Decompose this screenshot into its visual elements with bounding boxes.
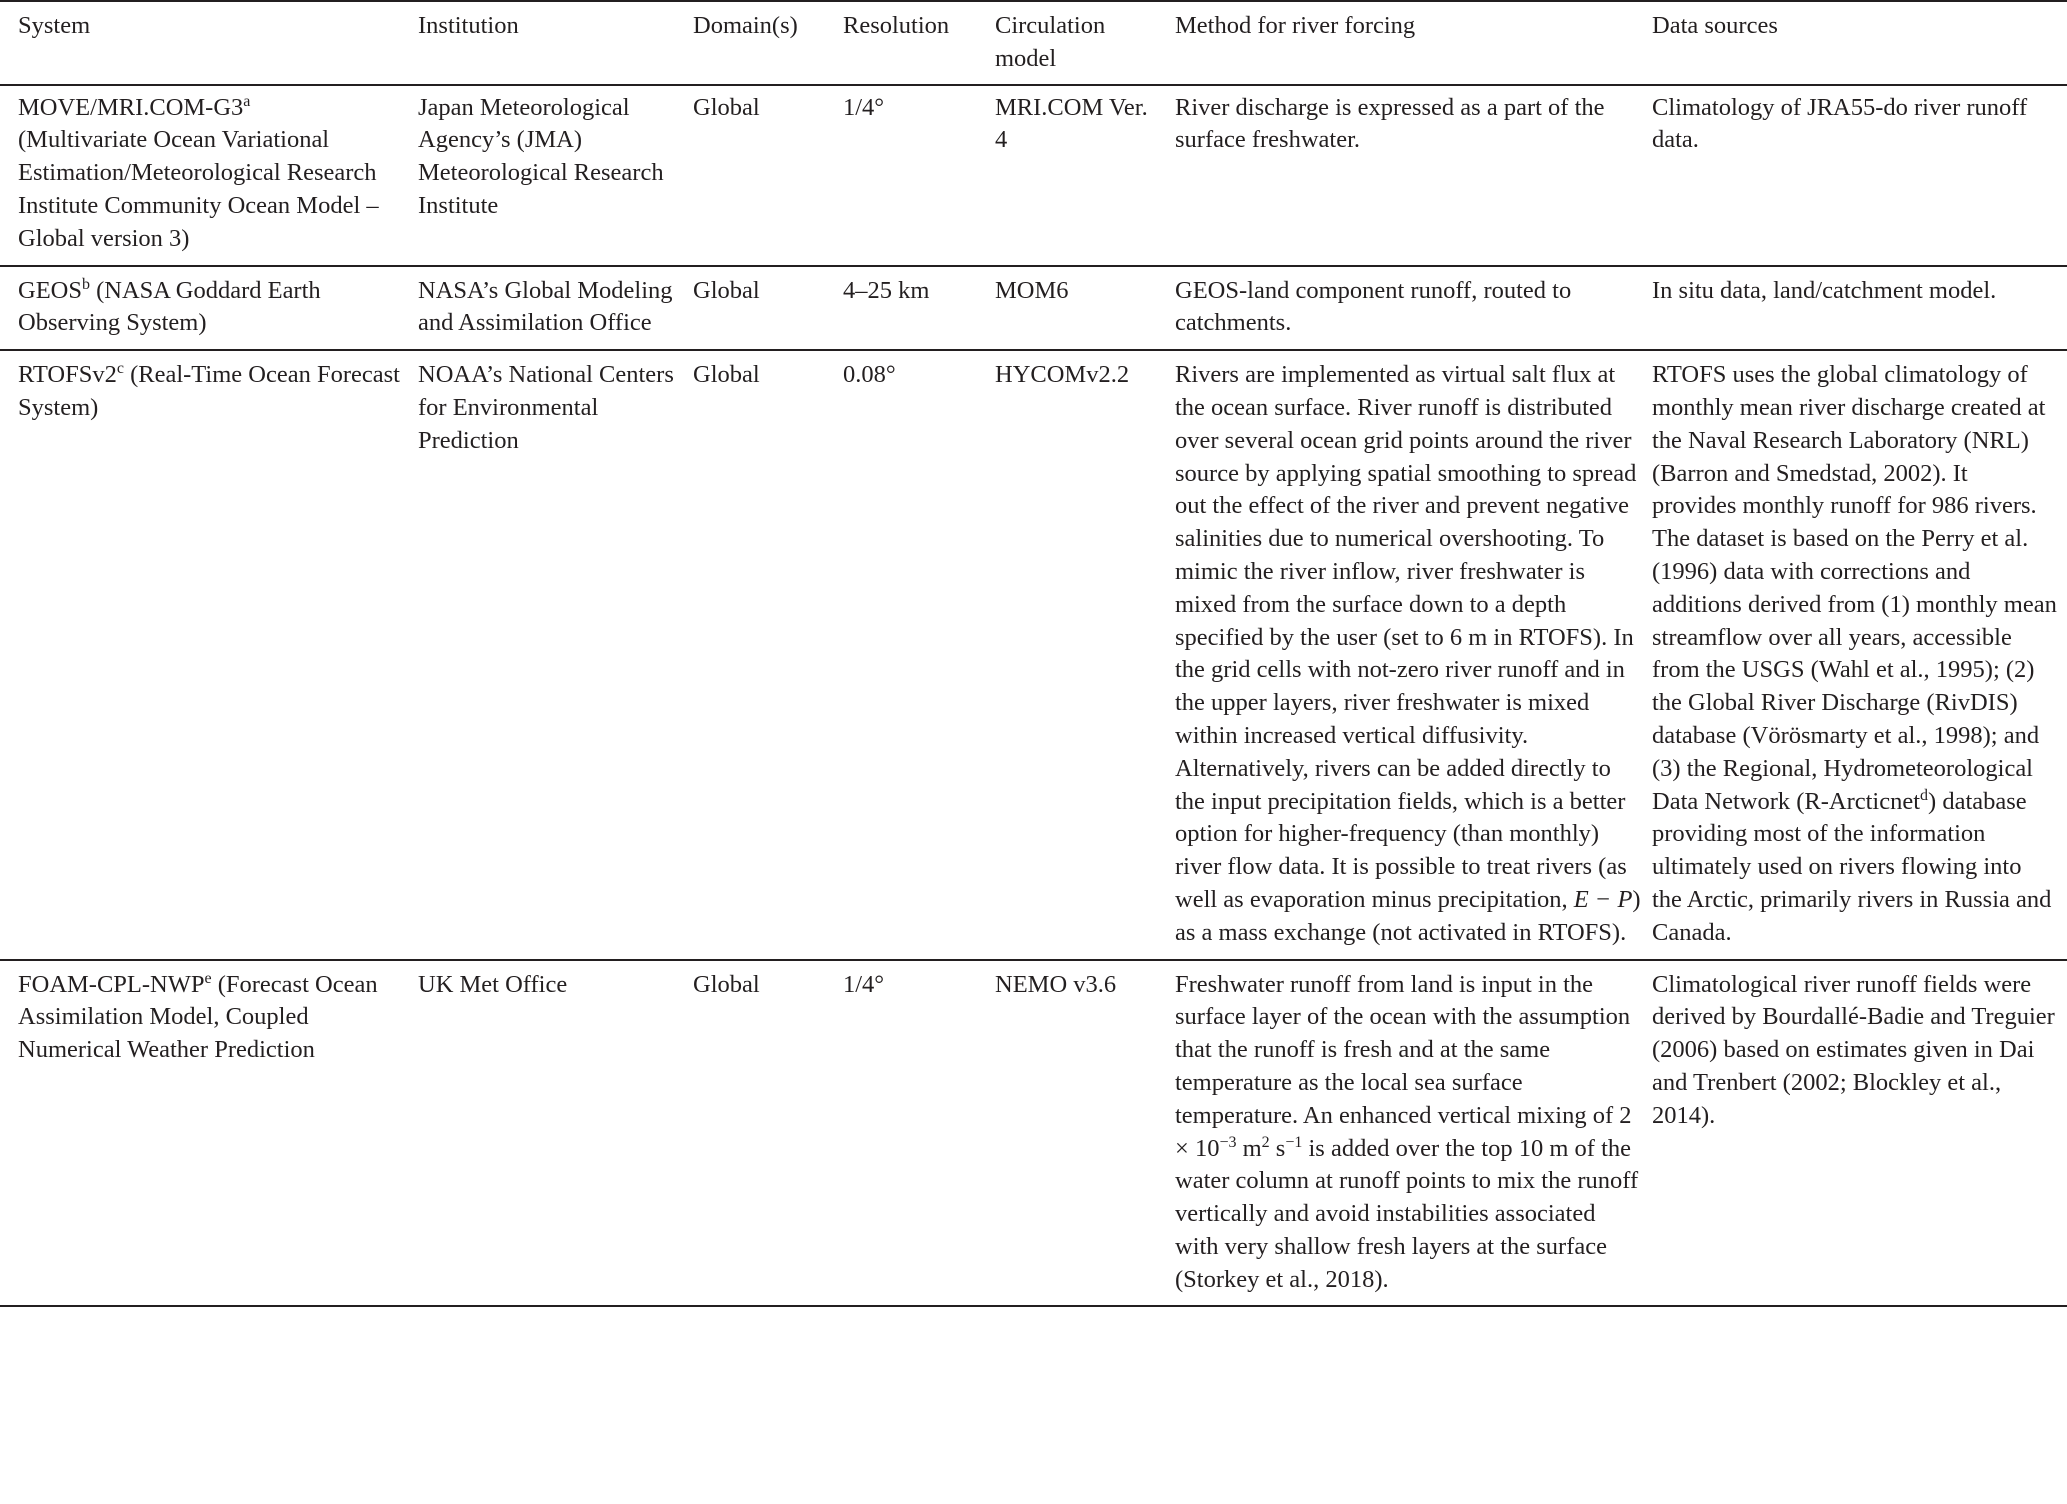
cell-domain: Global <box>693 266 843 351</box>
system-description: (Real-Time Ocean Forecast System) <box>18 361 400 421</box>
table-row <box>0 350 2067 959</box>
cell-system <box>0 85 418 266</box>
table-row <box>0 266 2067 351</box>
cell-method: River discharge is expressed as a part of the surface freshwater. <box>1175 85 1652 266</box>
system-name: MOVE/MRI.COM-G3 <box>18 93 244 121</box>
data-sources-text-end: ) database providing most of the information ultimately used on rivers flowing into the Arctic, primarily rivers in Russia and Canada. <box>1652 787 2052 946</box>
math-expression: E − P <box>1573 885 1633 913</box>
unit-second: s <box>1269 1134 1286 1162</box>
cell-circulation-model: MOM6 <box>995 266 1175 351</box>
cell-data-sources: In situ data, land/catchment model. <box>1652 266 2067 351</box>
method-text-end: is added over the top 10 m of the water column at runoff points to mix the runoff vertically and avoid instabilities associated with very shallow fresh layers at the surface (Storkey et al., 2018). <box>1175 1134 1639 1293</box>
table-row <box>0 85 2067 266</box>
exponent: −1 <box>1285 1133 1303 1151</box>
cell-method <box>1175 350 1652 959</box>
cell-data-sources <box>1652 350 2067 959</box>
header-system: System <box>0 1 418 85</box>
cell-resolution: 4–25 km <box>843 266 995 351</box>
unit-meter: m <box>1236 1134 1262 1162</box>
method-text: Rivers are implemented as virtual salt flux at the ocean surface. River runoff is distributed over several ocean grid points around the river source by applying spatial smoothing to spread out the effect of the river and prevent negative salinities due to numerical overshooting. To mimic the river inflow, river freshwater is mixed from the surface down to a depth specified by the user (set to 6 m in RTOFS). In the grid cells with not-zero river runoff and in the upper layers, river freshwater is mixed within increased vertical diffusivity. Alternatively, rivers can be added directly to the input precipitation fields, which is a better option for higher-frequency (than monthly) river flow data. It is possible to treat rivers (as well as evaporation minus precipitation, <box>1175 361 1637 913</box>
system-name: RTOFSv2 <box>18 361 117 389</box>
cell-resolution: 1/4° <box>843 960 995 1307</box>
cell-domain: Global <box>693 960 843 1307</box>
header-circulation-model-line2: model <box>995 44 1057 72</box>
cell-data-sources: Climatological river runoff fields were derived by Bourdallé-Badie and Treguier (2006) based on estimates given in Dai and Trenbert (2002; Blockley et al., 2014). <box>1652 960 2067 1307</box>
cell-circulation-model: NEMO v3.6 <box>995 960 1175 1307</box>
system-name: FOAM-CPL-NWP <box>18 970 205 998</box>
cell-domain: Global <box>693 350 843 959</box>
cell-system <box>0 350 418 959</box>
cell-resolution: 1/4° <box>843 85 995 266</box>
method-text-end: ) as a mass exchange (not activated in RTOFS). <box>1175 885 1641 946</box>
header-circulation-model-line1: Circulation <box>995 12 1106 39</box>
footnote-marker: d <box>1920 786 1929 804</box>
cell-institution: NOAA’s National Centers for Environmental Prediction <box>418 350 693 959</box>
cell-domain: Global <box>693 85 843 266</box>
exponent: −3 <box>1219 1133 1237 1151</box>
cell-data-sources: Climatology of JRA55-do river runoff data. <box>1652 85 2067 266</box>
system-description: (Multivariate Ocean Variational Estimation/Meteorological Research Institute Community Ocean Model – Global version 3) <box>18 126 379 252</box>
footnote-marker: e <box>204 969 212 987</box>
system-description: (NASA Goddard Earth Observing System) <box>18 276 321 337</box>
header-method: Method for river forcing <box>1175 1 1652 85</box>
cell-resolution: 0.08° <box>843 350 995 959</box>
cell-method <box>1175 960 1652 1307</box>
table-row <box>0 960 2067 1307</box>
cell-institution: Japan Meteorological Agency’s (JMA) Meteorological Research Institute <box>418 85 693 266</box>
data-sources-text: RTOFS uses the global climatology of monthly mean river discharge created at the Naval Research Laboratory (NRL) (Barron and Smedstad, 2002). It provides monthly runoff for 986 rivers. The dataset is based on the Perry et al. (1996) data with corrections and additions derived from (1) monthly mean streamflow over all years, accessible from the USGS (Wahl et al., 1995); (2) the Global River Discharge (RivDIS) database (Vörösmarty et al., 1998); and (3) the Regional, Hydrometeorological Data Network (R-Arcticnet <box>1652 361 2057 815</box>
header-resolution: Resolution <box>843 1 995 85</box>
cell-circulation-model: MRI.COM Ver. 4 <box>995 85 1175 266</box>
cell-method: GEOS-land component runoff, routed to catchments. <box>1175 266 1652 351</box>
cell-circulation-model: HYCOMv2.2 <box>995 350 1175 959</box>
footnote-marker: c <box>116 360 124 378</box>
system-name: GEOS <box>18 276 82 304</box>
header-circulation-model <box>995 1 1175 85</box>
footnote-marker: a <box>243 92 251 110</box>
header-data-sources: Data sources <box>1652 1 2067 85</box>
header-domains: Domain(s) <box>693 1 843 85</box>
cell-institution: NASA’s Global Modeling and Assimilation Office <box>418 266 693 351</box>
footnote-marker: b <box>81 275 90 293</box>
cell-system <box>0 266 418 351</box>
cell-system <box>0 960 418 1307</box>
cell-institution: UK Met Office <box>418 960 693 1307</box>
table-header-row <box>0 1 2067 85</box>
method-text: Freshwater runoff from land is input in the surface layer of the ocean with the assumption that the runoff is fresh and at the same temperature as the local sea surface temperature. An enhanced vertical mixing of 2 × 10 <box>1175 970 1632 1162</box>
system-description: (Forecast Ocean Assimilation Model, Coupled Numerical Weather Prediction <box>18 970 378 1064</box>
exponent: 2 <box>1261 1133 1270 1151</box>
header-institution: Institution <box>418 1 693 85</box>
